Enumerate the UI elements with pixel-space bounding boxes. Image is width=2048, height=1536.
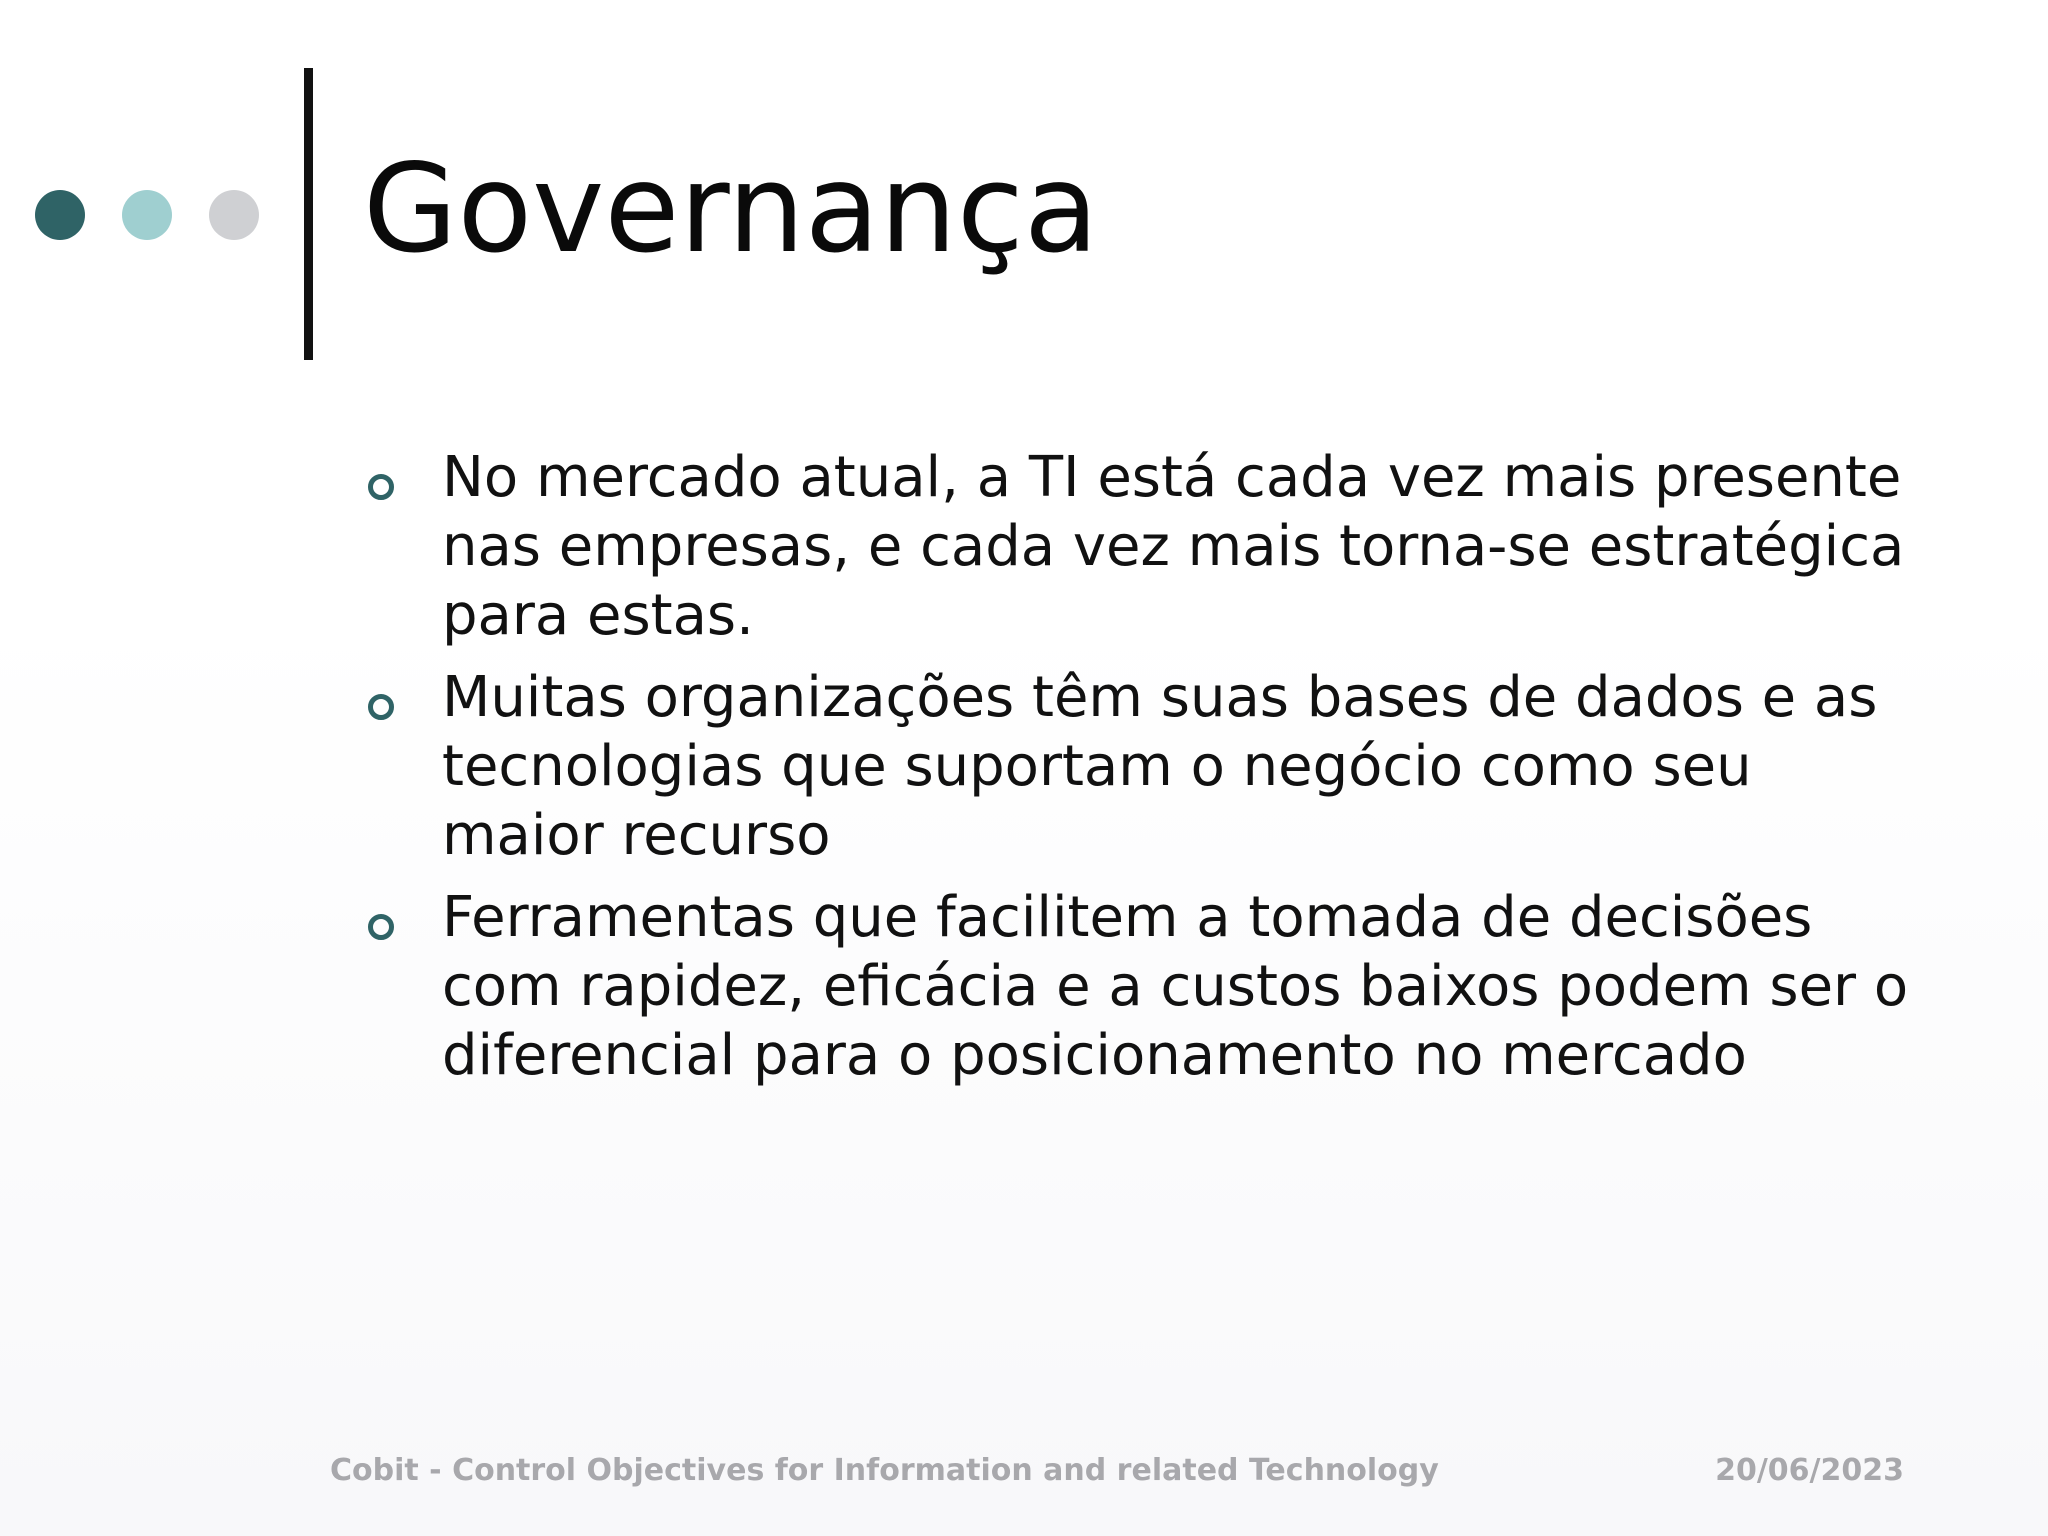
ring-bullet-icon: [368, 694, 394, 720]
title-divider: [304, 68, 313, 360]
bullet-item: [364, 883, 1924, 1090]
bullet-text: Ferramentas que facilitem a tomada de decisões com rapidez, eficácia e a custos baixos podem ser o diferencial para o posicionamento no mercado: [442, 885, 1909, 1088]
bullet-text: Muitas organizações têm suas bases de dados e as tecnologias que suportam o negócio como seu maior recurso: [442, 665, 1878, 868]
accent-dot-teal-icon: [122, 190, 172, 240]
bullet-list: [364, 443, 1924, 1103]
bullet-text: No mercado atual, a TI está cada vez mais presente nas empresas, e cada vez mais torna-se estratégica para estas.: [442, 445, 1905, 648]
footer-date: 20/06/2023: [1715, 1453, 1904, 1488]
ring-bullet-icon: [368, 914, 394, 940]
slide-title: Governança: [363, 138, 1099, 280]
bullet-item: [364, 663, 1924, 870]
bullet-item: [364, 443, 1924, 650]
footer-course-title: Cobit - Control Objectives for Information and related Technology: [330, 1453, 1439, 1488]
ring-bullet-icon: [368, 474, 394, 500]
accent-dot-dark-icon: [35, 190, 85, 240]
accent-dot-gray-icon: [209, 190, 259, 240]
